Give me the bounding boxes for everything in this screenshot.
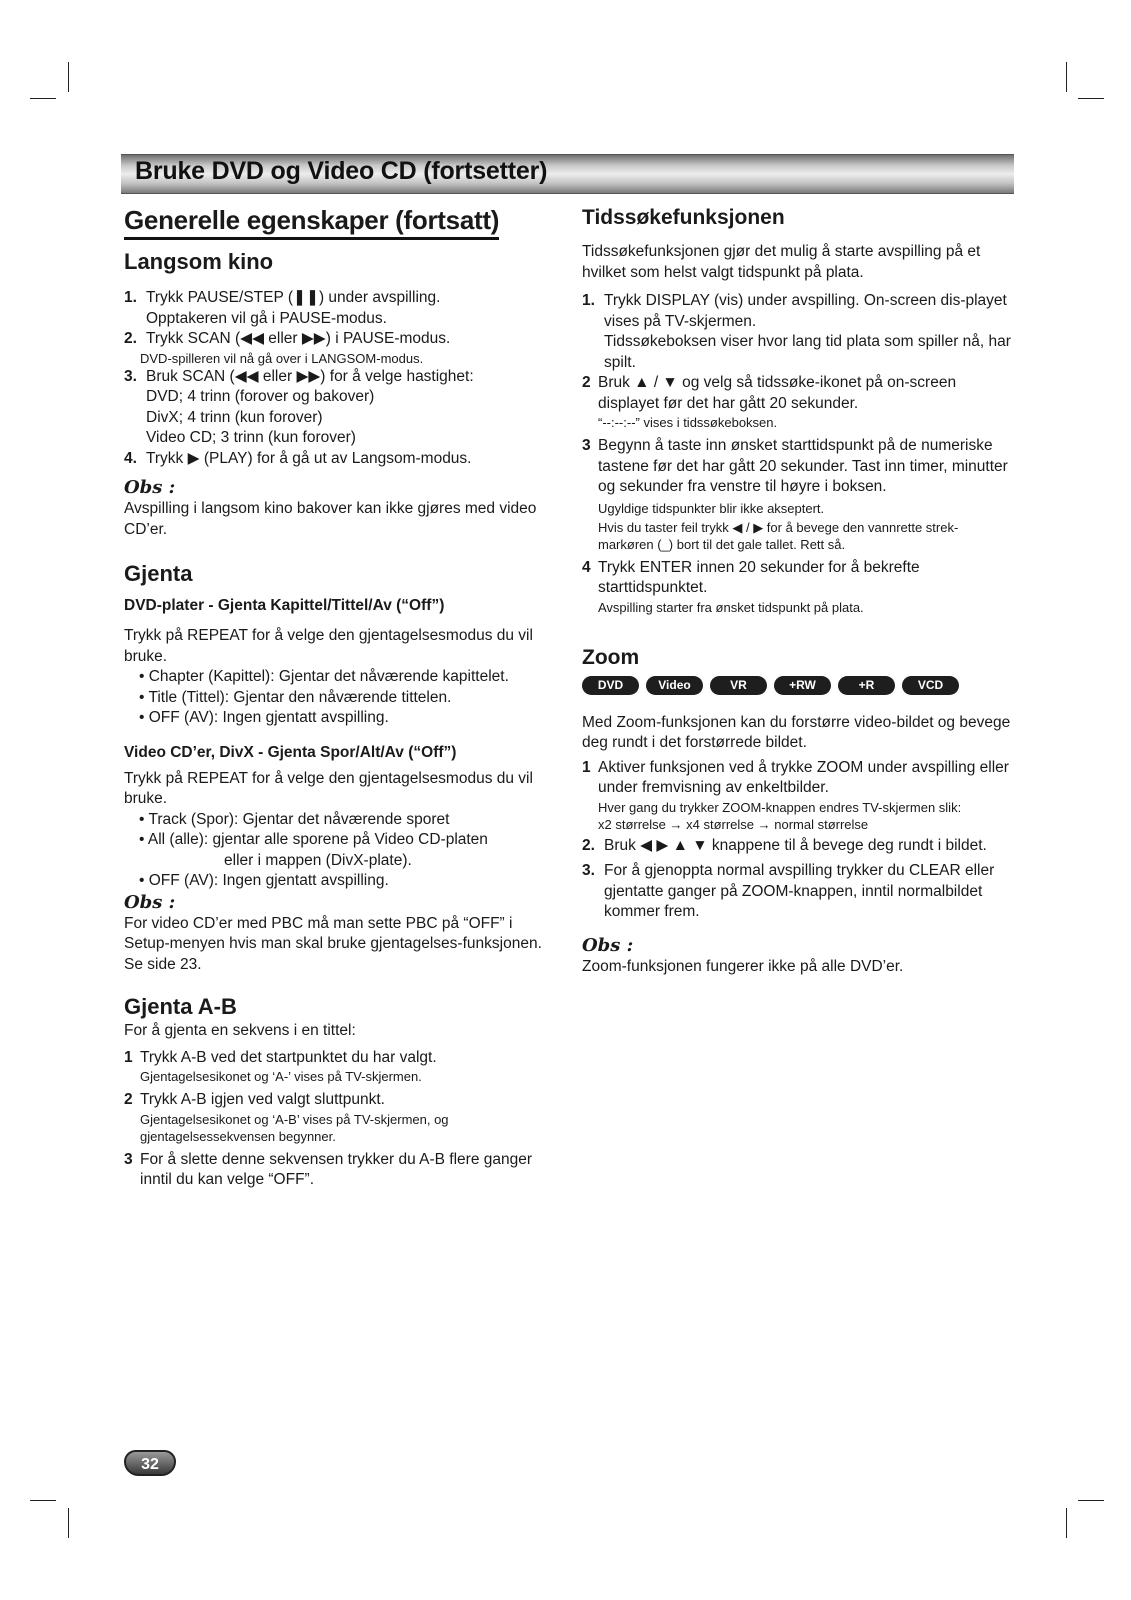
- step-number: 1: [124, 1048, 133, 1066]
- vcd-repeat-subheading: Video CD’er, DivX - Gjenta Spor/Alt/Av (“Off”): [124, 743, 457, 761]
- bullet-item: • All (alle): gjentar alle sporene på Video CD-platen: [139, 831, 488, 848]
- time-search-intro: Tidssøkefunksjonen gjør det mulig å starte avspilling på et hvilket som helst valgt tidspunkt på plata.: [582, 243, 981, 281]
- banner-title: Bruke DVD og Video CD (fortsetter): [135, 157, 548, 185]
- step-text: Bruk ◀ ▶ ▲ ▼ knappene til å bevege deg rundt i bildet.: [604, 836, 987, 854]
- note-text: Avspilling i langsom kino bakover kan ikke gjøres med video CD’er.: [124, 500, 537, 538]
- step-text: Trykk ▶ (PLAY) for å gå ut av Langsom-modus.: [146, 449, 472, 467]
- step-text: Trykk SCAN (◀◀ eller ▶▶) i PAUSE-modus.: [146, 330, 451, 347]
- step-number: 3: [582, 437, 591, 454]
- disc-type-badges: [582, 676, 1012, 695]
- zoom-intro: Med Zoom-funksjonen kan du forstørre video-bildet og bevege deg rundt i det forstørrede bildet.: [582, 713, 1011, 751]
- list-item: [124, 449, 556, 470]
- list-item: [124, 329, 556, 350]
- step-number: 3.: [582, 862, 595, 879]
- ab-heading: Gjenta A-B: [124, 994, 237, 1019]
- crop-mark: [68, 1508, 69, 1538]
- step-number: 4: [582, 558, 591, 576]
- list-item: [582, 836, 1012, 857]
- bullet-item-continued: eller i mappen (DivX-plate).: [224, 851, 412, 869]
- step-note: Hver gang du trykker ZOOM-knappen endres TV-skjermen slik:: [598, 799, 962, 815]
- step-text: For å slette denne sekvensen trykker du A-B flere ganger inntil du kan velge “OFF”.: [140, 1150, 533, 1188]
- step-note: Gjentagelsesikonet og ‘A-’ vises på TV-skjermen.: [140, 1069, 422, 1084]
- note-label: Obs :: [582, 934, 634, 956]
- step-text: Trykk A-B ved det startpunktet du har valgt.: [140, 1048, 437, 1066]
- step-number: 1.: [124, 289, 137, 306]
- list-item: [124, 288, 556, 329]
- step-subtext: Tidssøkeboksen viser hvor lang tid plata som spiller nå, har spilt.: [604, 333, 1011, 371]
- bullet-item: • Track (Spor): Gjentar det nåværende sporet: [139, 810, 450, 828]
- bullet-item: • Chapter (Kapittel): Gjentar det nåværende kapittelet.: [139, 668, 509, 685]
- crop-mark: [1078, 98, 1104, 99]
- list-item: [582, 558, 1012, 616]
- dvd-repeat-subheading: DVD-plater - Gjenta Kapittel/Tittel/Av (“Off”): [124, 597, 445, 614]
- section-banner: [121, 154, 1014, 194]
- step-note: Avspilling starter fra ønsket tidspunkt på plata.: [598, 599, 864, 615]
- step-text: Bruk SCAN (◀◀ eller ▶▶) for å velge hastighet:: [146, 367, 474, 385]
- disc-badge-dvd: DVD: [582, 676, 639, 695]
- step-note: “--:--:--” vises i tidssøkeboksen.: [598, 415, 778, 430]
- step-number: 4.: [124, 449, 137, 467]
- step-text: For å gjenoppta normal avspilling trykker du CLEAR eller gjentatte ganger på ZOOM-knappen, inntil normalbildet kommer frem.: [604, 862, 995, 920]
- zoom-heading: Zoom: [582, 645, 640, 669]
- repeat-heading: Gjenta: [124, 561, 193, 586]
- step-note: Gjentagelsesikonet og ‘A-B’ vises på TV-skjermen, og gjentagelsessekvensen begynner.: [140, 1111, 449, 1144]
- step-number: 3: [124, 1150, 133, 1168]
- step-number: 1.: [582, 292, 595, 309]
- dvd-repeat-intro: Trykk på REPEAT for å velge den gjentagelsesmodus du vil bruke.: [124, 627, 533, 665]
- disc-badge-vcd: VCD: [902, 676, 959, 695]
- step-number: 2.: [124, 330, 137, 347]
- crop-mark: [1078, 1500, 1104, 1501]
- step-subtext: Opptakeren vil gå i PAUSE-modus.: [146, 309, 387, 327]
- note-text: Zoom-funksjonen fungerer ikke på alle DVD’er.: [582, 957, 904, 975]
- step-number: 2.: [582, 836, 595, 854]
- list-item: [582, 373, 1012, 431]
- speed-line: DVD; 4 trinn (forover og bakover): [146, 388, 375, 405]
- slow-heading: Langsom kino: [124, 249, 274, 274]
- speed-line: DivX; 4 trinn (kun forover): [146, 408, 323, 426]
- crop-mark: [30, 1500, 56, 1501]
- page-number: 32: [124, 1450, 176, 1476]
- crop-mark: [30, 98, 56, 99]
- step-text: Trykk ENTER innen 20 sekunder for å bekrefte starttidspunktet.: [598, 558, 920, 596]
- list-item: [124, 367, 556, 449]
- list-item: [582, 436, 1012, 553]
- step-number: 1: [582, 758, 591, 776]
- list-item: [124, 1150, 556, 1191]
- disc-badge-video: Video: [646, 676, 703, 695]
- step-text: Bruk ▲ / ▼ og velg så tidssøke-ikonet på on-screen displayet før det har gått 20 sekunder.: [598, 374, 957, 412]
- crop-mark: [1066, 1508, 1067, 1538]
- step-text: Begynn å taste inn ønsket starttidspunkt på de numeriske tastene før det har gått 20 sekunder. Tast inn timer, minutter og sekunder fra venstre til høyre i boksen.: [598, 437, 1008, 495]
- right-column: [582, 204, 1012, 977]
- speed-line: Video CD; 3 trinn (kun forover): [146, 429, 356, 446]
- step-note: DVD-spilleren vil nå gå over i LANGSOM-modus.: [140, 350, 424, 366]
- step-text: Trykk A-B igjen ved valgt sluttpunkt.: [140, 1091, 385, 1108]
- note-label: Obs :: [124, 477, 176, 498]
- note-text: For video CD’er med PBC må man sette PBC på “OFF” i Setup-menyen hvis man skal bruke gjentagelses-funksjonen. Se side 23.: [124, 914, 542, 973]
- step-note: Hvis du taster feil trykk ◀ / ▶ for å bevege den vannrette strek-markøren (_) bort til det gale tallet. Rett så.: [598, 519, 959, 552]
- crop-mark: [1066, 62, 1067, 92]
- time-search-heading: Tidssøkefunksjonen: [582, 206, 785, 229]
- step-note: x2 størrelse → x4 størrelse → normal størrelse: [598, 816, 869, 832]
- page-title: Generelle egenskaper (fortsatt): [124, 204, 499, 240]
- step-number: 2: [582, 374, 591, 391]
- step-text: Aktiver funksjonen ved å trykke ZOOM under avspilling eller under fremvisning av enkeltbilder.: [598, 758, 1009, 796]
- list-item: [124, 1090, 556, 1145]
- step-text: Trykk DISPLAY (vis) under avspilling. On-screen dis-playet vises på TV-skjermen.: [604, 292, 1007, 330]
- vcd-repeat-intro: Trykk på REPEAT for å velge den gjentagelsesmodus du vil bruke.: [124, 769, 533, 807]
- bullet-item: • Title (Tittel): Gjentar den nåværende tittelen.: [139, 688, 452, 706]
- step-number: 3.: [124, 367, 137, 385]
- disc-badge-plus-rw: +RW: [774, 676, 831, 695]
- left-column: [124, 204, 556, 1191]
- bullet-item: • OFF (AV): Ingen gjentatt avspilling.: [139, 872, 389, 889]
- step-text: Trykk PAUSE/STEP (❚❚) under avspilling.: [146, 289, 441, 306]
- step-number: 2: [124, 1091, 133, 1108]
- disc-badge-plus-r: +R: [838, 676, 895, 695]
- ab-intro: For å gjenta en sekvens i en tittel:: [124, 1022, 356, 1039]
- step-note: Ugyldige tidspunkter blir ikke akseptert.: [598, 500, 825, 516]
- disc-badge-vr: VR: [710, 676, 767, 695]
- bullet-item: • OFF (AV): Ingen gjentatt avspilling.: [139, 709, 389, 726]
- list-item: [582, 758, 1012, 833]
- list-item: [582, 861, 1012, 923]
- note-label: Obs :: [124, 891, 176, 913]
- crop-mark: [68, 62, 69, 92]
- list-item: [124, 1048, 556, 1086]
- list-item: [582, 291, 1012, 373]
